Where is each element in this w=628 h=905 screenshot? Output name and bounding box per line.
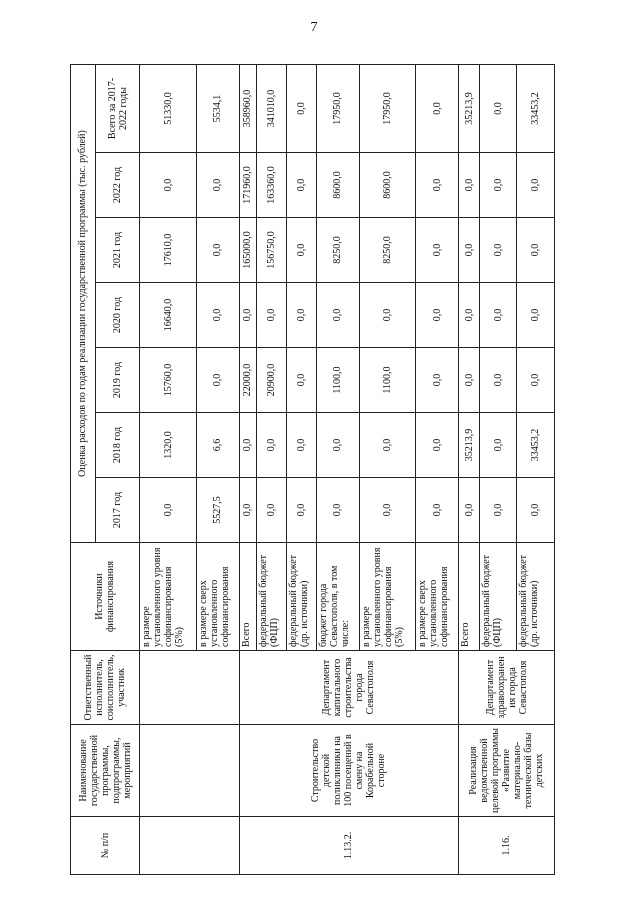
value-cell: 33453,2	[517, 64, 555, 152]
value-cell: 0,0	[359, 413, 415, 478]
value-cell: 0,0	[517, 348, 555, 413]
value-cell: 0,0	[256, 413, 286, 478]
header-year: 2018 год	[95, 413, 140, 478]
rotated-table-container	[70, 65, 555, 875]
header-total: Всего за 2017-2022 годы	[95, 64, 140, 152]
value-cell: 0,0	[480, 153, 517, 218]
header-group-title: Оценка расходов по годам реализации государственной программы (тыс. рублей)	[71, 64, 96, 542]
cell-empty	[140, 651, 239, 725]
value-cell: 0,0	[239, 283, 256, 348]
value-cell: 0,0	[415, 348, 458, 413]
header-num: № п/п	[71, 817, 140, 875]
value-cell: 165000,0	[239, 218, 256, 283]
cell-empty	[140, 817, 239, 875]
value-cell: 0,0	[256, 283, 286, 348]
value-cell: 6,6	[196, 413, 239, 478]
value-cell: 8250,0	[359, 218, 415, 283]
item-executor: Департамент здравоохранения города Севастополя	[459, 651, 555, 725]
value-cell: 1320,0	[140, 413, 196, 478]
value-cell: 8600,0	[359, 153, 415, 218]
value-cell: 0,0	[517, 218, 555, 283]
value-cell: 0,0	[286, 413, 316, 478]
value-cell: 0,0	[316, 413, 359, 478]
value-cell: 0,0	[415, 218, 458, 283]
value-cell: 0,0	[415, 153, 458, 218]
item-number: 1.13.2.	[239, 817, 458, 875]
source-cell: федеральный бюджет (др. источники)	[286, 543, 316, 651]
value-cell: 0,0	[140, 478, 196, 543]
value-cell: 0,0	[196, 348, 239, 413]
value-cell: 8600,0	[316, 153, 359, 218]
header-year: 2017 год	[95, 478, 140, 543]
value-cell: 0,0	[480, 283, 517, 348]
value-cell: 163360,0	[256, 153, 286, 218]
value-cell: 0,0	[286, 64, 316, 152]
header-executor: Ответственный исполнитель, соисполнитель, участник	[71, 651, 140, 725]
source-cell: бюджет города Севастополя, в том числе:	[316, 543, 359, 651]
value-cell: 0,0	[480, 478, 517, 543]
value-cell: 35213,9	[459, 64, 480, 152]
value-cell: 17950,0	[359, 64, 415, 152]
value-cell: 0,0	[316, 283, 359, 348]
value-cell: 0,0	[286, 153, 316, 218]
value-cell: 0,0	[415, 64, 458, 152]
value-cell: 0,0	[359, 478, 415, 543]
value-cell: 0,0	[517, 478, 555, 543]
value-cell: 156750,0	[256, 218, 286, 283]
value-cell: 0,0	[239, 413, 256, 478]
value-cell: 0,0	[480, 64, 517, 152]
value-cell: 0,0	[359, 283, 415, 348]
value-cell: 0,0	[459, 283, 480, 348]
page-number: 7	[310, 20, 318, 35]
value-cell: 0,0	[140, 153, 196, 218]
value-cell: 0,0	[459, 153, 480, 218]
source-cell: в размере сверх установленного софинансирования	[415, 543, 458, 651]
value-cell: 0,0	[256, 478, 286, 543]
value-cell: 0,0	[480, 348, 517, 413]
value-cell: 1100,0	[316, 348, 359, 413]
cell-empty	[140, 725, 239, 817]
item-name: Реализация ведомственной целевой программы «Развитие материально-технической базы детских	[459, 725, 555, 817]
value-cell: 8250,0	[316, 218, 359, 283]
source-cell: федеральный бюджет (др. источники)	[517, 543, 555, 651]
value-cell: 33453,2	[517, 413, 555, 478]
source-cell: в размере установленного уровня софинансирования (5%)	[359, 543, 415, 651]
header-name: Наименование государственной программы, подпрограммы, мероприятий	[71, 725, 140, 817]
value-cell: 0,0	[196, 218, 239, 283]
budget-table	[70, 64, 555, 875]
source-cell: федеральный бюджет (ФЦП)	[256, 543, 286, 651]
value-cell: 0,0	[196, 283, 239, 348]
value-cell: 0,0	[286, 478, 316, 543]
header-source: Источники финансирования	[71, 543, 140, 651]
value-cell: 0,0	[480, 413, 517, 478]
value-cell: 0,0	[286, 348, 316, 413]
value-cell: 0,0	[415, 478, 458, 543]
value-cell: 0,0	[196, 153, 239, 218]
item-name: Строительство детской поликлиники на 100 посещений в смену на Корабельной стороне	[239, 725, 458, 817]
header-year: 2022 год	[95, 153, 140, 218]
value-cell: 5527,5	[196, 478, 239, 543]
value-cell: 15760,0	[140, 348, 196, 413]
value-cell: 35213,9	[459, 413, 480, 478]
value-cell: 0,0	[239, 478, 256, 543]
value-cell: 0,0	[415, 283, 458, 348]
header-row-1	[71, 64, 96, 874]
value-cell: 5534,1	[196, 64, 239, 152]
item-number: 1.16.	[459, 817, 555, 875]
value-cell: 17610,0	[140, 218, 196, 283]
value-cell: 0,0	[286, 218, 316, 283]
header-year: 2019 год	[95, 348, 140, 413]
value-cell: 22000,0	[239, 348, 256, 413]
value-cell: 20900,0	[256, 348, 286, 413]
value-cell: 341010,0	[256, 64, 286, 152]
source-cell: федеральный бюджет (ФЦП)	[480, 543, 517, 651]
value-cell: 1100,0	[359, 348, 415, 413]
value-cell: 0,0	[286, 283, 316, 348]
value-cell: 0,0	[517, 153, 555, 218]
value-cell: 0,0	[480, 218, 517, 283]
item-executor: Департамент капитального строительства города Севастополя	[239, 651, 458, 725]
source-cell: в размере сверх установленного софинансирования	[196, 543, 239, 651]
value-cell: 171960,0	[239, 153, 256, 218]
source-cell: Всего	[239, 543, 256, 651]
header-year: 2020 год	[95, 283, 140, 348]
header-year: 2021 год	[95, 218, 140, 283]
value-cell: 0,0	[316, 478, 359, 543]
value-cell: 17950,0	[316, 64, 359, 152]
value-cell: 0,0	[517, 283, 555, 348]
value-cell: 0,0	[459, 348, 480, 413]
table-row	[239, 64, 256, 874]
table-row	[140, 64, 196, 874]
value-cell: 51330,0	[140, 64, 196, 152]
value-cell: 358960,0	[239, 64, 256, 152]
value-cell: 0,0	[415, 413, 458, 478]
source-cell: Всего	[459, 543, 480, 651]
table-row	[459, 64, 480, 874]
value-cell: 16640,0	[140, 283, 196, 348]
value-cell: 0,0	[459, 218, 480, 283]
value-cell: 0,0	[459, 478, 480, 543]
source-cell: в размере установленного уровня софинансирования (5%)	[140, 543, 196, 651]
